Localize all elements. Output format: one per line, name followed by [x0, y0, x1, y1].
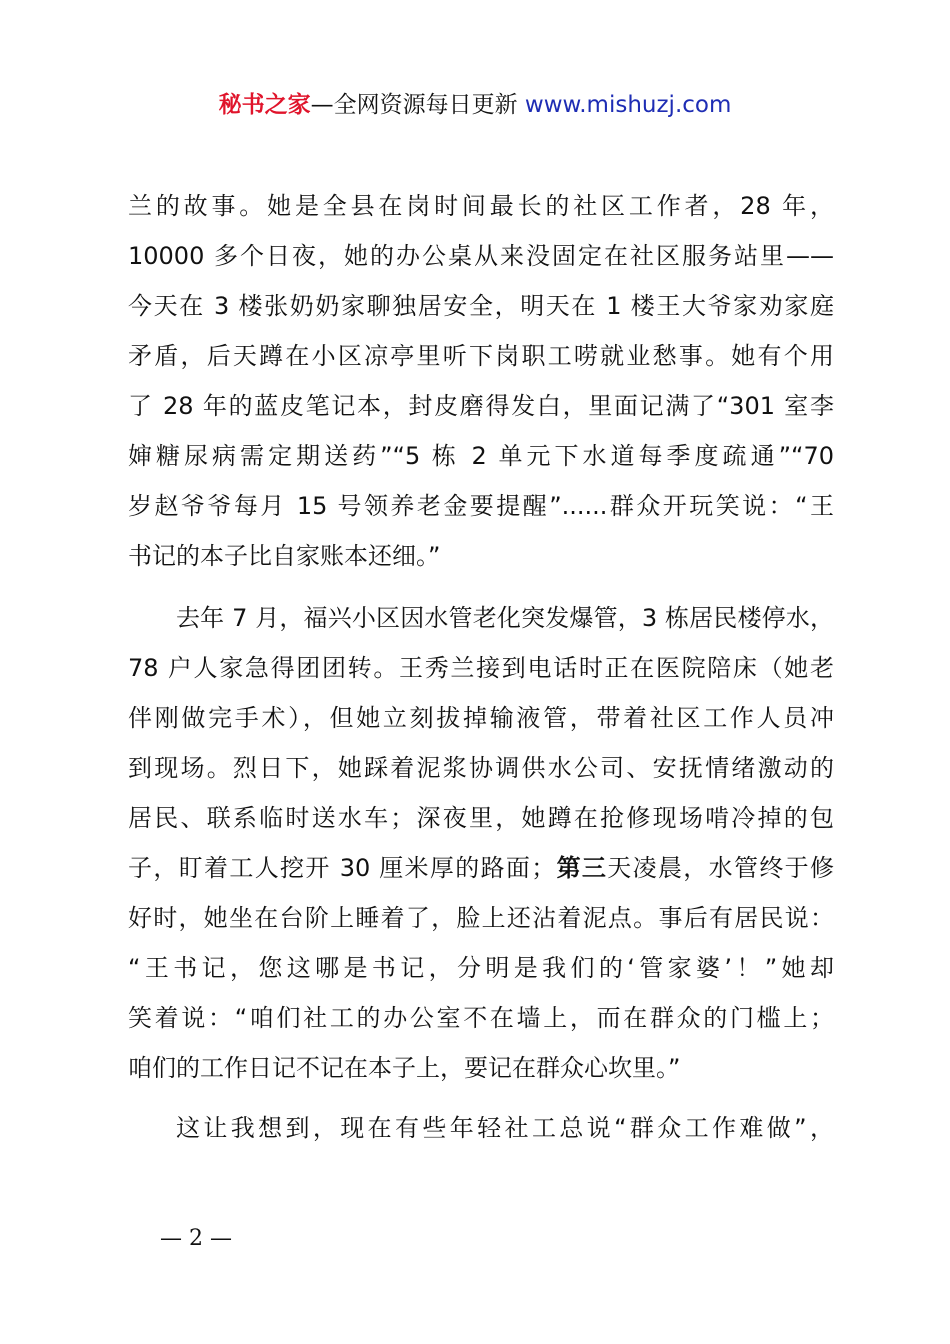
text-line: 兰的故事。她是全县在岗时间最长的社区工作者，28 年，: [128, 192, 834, 220]
site-url-link[interactable]: www.mishuzj.com: [524, 92, 732, 118]
text-line: 去年 7 月，福兴小区因水管老化突发爆管，3 栋居民楼停水，: [176, 604, 834, 632]
text-line: 伴刚做完手术），但她立刻拔掉输液管，带着社区工作人员冲: [128, 704, 834, 732]
site-header: [0, 88, 950, 122]
text-line: 咱们的工作日记不记在本子上，要记在群众心坎里。”: [128, 1054, 681, 1082]
header-tagline: —全网资源每日更新: [310, 92, 525, 118]
text-line: 78 户人家急得团团转。王秀兰接到电话时正在医院陪床（她老: [128, 654, 834, 682]
text-line-mixed: [128, 848, 834, 888]
text-segment: 子，盯着工人挖开 30 厘米厚的路面；: [128, 854, 556, 882]
text-line: 矛盾，后天蹲在小区凉亭里听下岗职工唠就业愁事。她有个用: [128, 342, 834, 370]
text-line: 笑着说：“咱们社工的办公室不在墙上，而在群众的门槛上；: [128, 1004, 834, 1032]
text-line: 好时，她坐在台阶上睡着了，脸上还沾着泥点。事后有居民说：: [128, 904, 834, 932]
bold-text: 第三: [555, 854, 608, 882]
text-line: 了 28 年的蓝皮笔记本，封皮磨得发白，里面记满了“301 室李: [128, 392, 834, 420]
text-line: 到现场。烈日下，她踩着泥浆协调供水公司、安抚情绪激动的: [128, 754, 834, 782]
text-line: “王书记，您这哪是书记，分明是我们的‘管家婆’！”她却: [128, 954, 834, 982]
text-line: 书记的本子比自家账本还细。”: [128, 542, 441, 570]
text-line: 今天在 3 楼张奶奶家聊独居安全，明天在 1 楼王大爷家劝家庭: [128, 292, 834, 320]
text-line: 这让我想到，现在有些年轻社工总说“群众工作难做”，: [176, 1114, 834, 1142]
text-segment: 天凌晨，水管终于修: [607, 854, 835, 882]
text-line: 居民、联系临时送水车；深夜里，她蹲在抢修现场啃冷掉的包: [128, 804, 834, 832]
text-line: 10000 多个日夜，她的办公桌从来没固定在社区服务站里——: [128, 242, 834, 270]
text-line: 岁赵爷爷每月 15 号领养老金要提醒”......群众开玩笑说：“王: [128, 492, 834, 520]
brand-name: 秘书之家: [218, 92, 311, 118]
text-line: 婶糖尿病需定期送药”“5 栋 2 单元下水道每季度疏通”“70: [128, 442, 834, 470]
page-number: — 2 —: [160, 1226, 232, 1251]
